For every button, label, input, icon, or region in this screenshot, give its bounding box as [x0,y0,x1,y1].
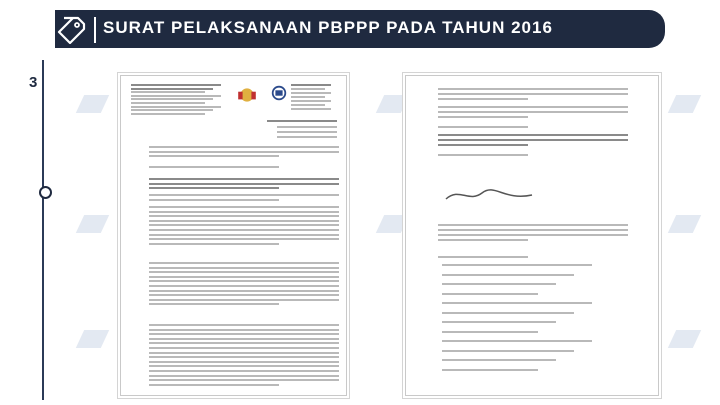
decor-stripe [76,330,109,348]
document-text-line [442,312,574,314]
header-bar [0,0,720,58]
document-text-line [149,178,339,180]
document-page-2 [403,73,661,398]
document-text-line [438,126,528,128]
document-border [405,75,659,396]
document-text-line [149,187,279,189]
document-text-line [438,111,628,113]
document-text-line [149,361,339,363]
document-text-line [442,331,538,333]
document-text-line [149,243,279,245]
document-text-line [291,96,325,98]
document-text-line [149,199,279,201]
document-text-line [131,109,213,111]
decor-stripe [76,215,109,233]
document-text-line [149,211,339,213]
document-text-line [149,324,339,326]
document-text-line [149,146,339,148]
document-text-line [149,329,339,331]
document-text-line [149,365,339,367]
tag-icon [56,14,88,44]
document-text-line [149,206,339,208]
document-text-line [149,299,339,301]
document-text-line [291,104,325,106]
circle-marker [39,186,52,199]
document-text-line [149,294,339,296]
crest-icon [236,86,258,104]
document-text-line [438,154,528,156]
decor-stripe [76,95,109,113]
document-text-line [438,239,528,241]
document-text-line [438,93,628,95]
document-text-line [267,120,337,122]
document-text-line [149,151,339,153]
decor-stripe [668,215,701,233]
document-text-line [149,262,339,264]
signature-icon [444,184,534,206]
document-text-line [442,264,592,266]
header-divider [94,17,96,43]
document-text-line [442,340,592,342]
document-text-line [149,280,339,282]
document-text-line [291,100,331,102]
document-text-line [149,333,339,335]
document-text-line [291,88,325,90]
document-text-line [149,290,339,292]
document-text-line [149,303,279,305]
document-text-line [149,224,339,226]
document-text-line [438,106,628,108]
decor-stripe [668,330,701,348]
document-text-line [438,234,628,236]
document-text-line [277,136,337,138]
document-text-line [149,271,339,273]
document-text-line [131,95,221,97]
document-text-line [438,256,528,258]
document-text-line [149,342,339,344]
document-text-line [149,234,339,236]
document-text-line [149,338,339,340]
document-text-line [291,92,331,94]
document-text-line [149,229,339,231]
document-text-line [131,88,213,90]
document-text-line [149,267,339,269]
document-text-line [442,302,592,304]
document-text-line [149,285,339,287]
document-text-line [438,144,528,146]
document-text-line [149,352,339,354]
document-border [120,75,347,396]
document-text-line [149,370,339,372]
document-text-line [149,347,339,349]
document-text-line [131,98,213,100]
decor-stripe [668,95,701,113]
document-text-line [438,116,528,118]
document-text-line [149,375,339,377]
document-text-line [442,283,556,285]
document-text-line [131,102,205,104]
document-text-line [149,379,339,381]
document-text-line [442,350,574,352]
document-text-line [131,113,205,115]
document-page-1 [118,73,349,398]
document-text-line [149,215,339,217]
document-text-line [442,293,538,295]
document-text-line [149,220,339,222]
document-text-line [277,131,337,133]
document-text-line [277,126,337,128]
document-text-line [442,359,556,361]
slide-number: 3 [29,74,38,91]
document-text-line [291,108,331,110]
document-text-line [149,166,279,168]
document-text-line [149,384,279,386]
document-text-line [131,91,205,93]
document-text-line [149,183,339,185]
document-text-line [438,139,628,141]
document-text-line [438,224,628,226]
document-text-line [149,238,339,240]
document-text-line [149,194,339,196]
document-text-line [131,84,221,86]
page-title: SURAT PELAKSANAAN PBPPP PADA TAHUN 2016 [103,18,553,37]
document-text-line [442,274,574,276]
document-text-line [291,84,331,86]
ministry-logo-icon [270,84,288,102]
document-text-line [131,106,221,108]
document-text-line [442,321,556,323]
left-rail [42,60,44,400]
document-text-line [438,98,528,100]
document-text-line [149,276,339,278]
document-text-line [149,356,339,358]
document-text-line [438,88,628,90]
document-text-line [438,229,628,231]
document-text-line [438,134,628,136]
document-text-line [442,369,538,371]
document-text-line [149,155,279,157]
